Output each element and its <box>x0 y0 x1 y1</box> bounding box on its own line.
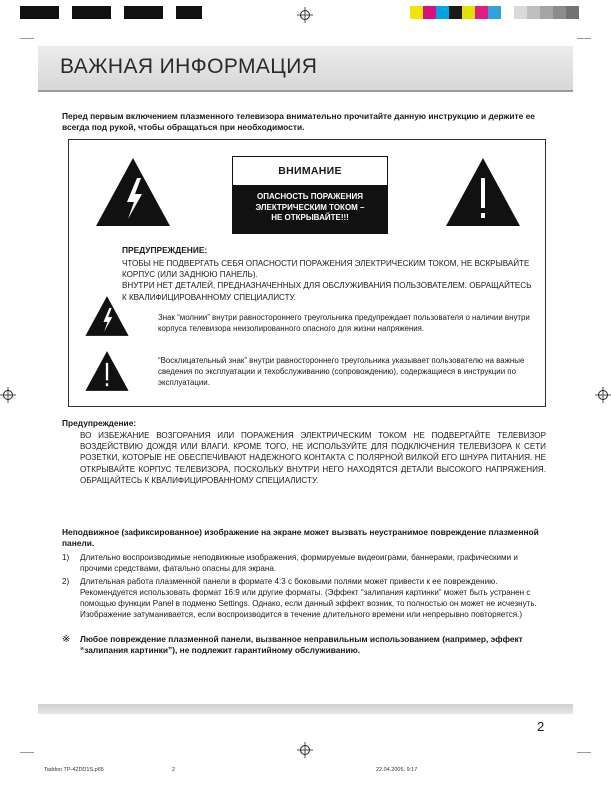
exclamation-symbol-text: “Восклицательный знак” внутри равностороннего треугольника указывает пользователю на важные сведения по эксплуатации и техобслуживанию (сопровождению), содержащиеся в инструкции по эксплуатации. <box>158 356 525 387</box>
crop-mark <box>20 38 34 39</box>
color-swatch <box>163 6 176 19</box>
color-swatch <box>566 6 579 19</box>
footer-bar <box>38 704 573 714</box>
registration-mark-icon <box>595 387 611 403</box>
color-swatch <box>124 6 137 19</box>
footer-page: 2 <box>172 767 176 773</box>
title-underline <box>38 90 573 92</box>
note-icon: ※ <box>62 634 71 645</box>
color-swatch <box>72 6 85 19</box>
color-swatch <box>436 6 449 19</box>
registration-mark-icon <box>297 7 313 23</box>
warning-box-line: ЭЛЕКТРИЧЕСКИМ ТОКОМ – <box>255 202 365 212</box>
color-swatch <box>527 6 540 19</box>
warning-box-line: НЕ ОТКРЫВАЙТЕ!!! <box>271 213 349 222</box>
color-bar-left <box>20 6 202 19</box>
color-swatch <box>553 6 566 19</box>
caution-paragraph: ВНУТРИ НЕТ ДЕТАЛЕЙ, ПРЕДНАЗНАЧЕННЫХ ДЛЯ ОБСЛУЖИВАНИЯ ПОЛЬЗОВАТЕЛЕМ. ОБРАЩАЙТЕСЬ К КВАЛИФИЦИРОВАННОМУ СПЕЦИАЛИСТУ. <box>122 281 532 302</box>
page-title: ВАЖНАЯ ИНФОРМАЦИЯ <box>60 55 318 78</box>
color-swatch <box>111 6 124 19</box>
warning-heading: Предупреждение: <box>62 418 137 428</box>
color-swatch <box>488 6 501 19</box>
registration-mark-icon <box>297 742 313 758</box>
crop-mark <box>577 752 591 753</box>
color-swatch <box>514 6 527 19</box>
footer-date: 22.04.2005, 9:17 <box>376 767 418 773</box>
warning-box-line: ОПАСНОСТЬ ПОРАЖЕНИЯ <box>257 192 363 201</box>
color-swatch <box>475 6 488 19</box>
warning-box <box>232 156 388 234</box>
caution-text <box>122 258 534 303</box>
color-swatch <box>540 6 553 19</box>
warranty-note: Любое повреждение плазменной панели, вызванное неправильным использованием (например, эффект “залипания картинки”), не подлежит гарантийному обслуживанию. <box>80 634 523 655</box>
exclamation-warning-icon <box>444 156 522 228</box>
color-bar-right <box>410 6 579 19</box>
color-swatch <box>59 6 72 19</box>
color-swatch <box>462 6 475 19</box>
list-item: Длительная работа плазменной панели в формате 4:3 с боковыми полями может привести к ее повреждению. Рекомендуется использовать формат 16:9 или другие форматы. (Эффект “залипания картинки” может быть устранен с помощью функции Panel в подменю Settings. Однако, если данный эффект возник, то полностью он может не исчезнуть. Изображение затуманивается, если воспроизводится в течение длительного времени или непрерывно повторяется.) <box>80 577 537 619</box>
color-swatch <box>410 6 423 19</box>
color-swatch <box>150 6 163 19</box>
color-swatch <box>176 6 189 19</box>
list-item-number: 1) <box>62 553 70 562</box>
color-swatch <box>423 6 436 19</box>
lightning-symbol-icon <box>84 295 130 337</box>
registration-mark-icon <box>0 387 16 403</box>
crop-mark <box>20 752 34 753</box>
list-item-number: 2) <box>62 577 70 586</box>
page-number: 2 <box>537 719 545 734</box>
caution-paragraph: ЧТОБЫ НЕ ПОДВЕРГАТЬ СЕБЯ ОПАСНОСТИ ПОРАЖЕНИЯ ЭЛЕКТРИЧЕСКИМ ТОКОМ, НЕ ВСКРЫВАЙТЕ КОРПУС (ИЛИ ЗАДНЮЮ ПАНЕЛЬ). <box>122 259 530 280</box>
color-swatch <box>98 6 111 19</box>
color-swatch <box>20 6 33 19</box>
exclamation-symbol-icon <box>84 350 130 392</box>
intro-text: Перед первым включением плазменного телевизора внимательно прочитайте данную инструкцию и держите ее всегда под рукой, чтобы обращаться при необходимости. <box>62 111 535 132</box>
warning-box-heading: ВНИМАНИЕ <box>278 165 342 177</box>
warning-text: ВО ИЗБЕЖАНИЕ ВОЗГОРАНИЯ ИЛИ ПОРАЖЕНИЯ ЭЛЕКТРИЧЕСКИМ ТОКОМ НЕ ПОДВЕРГАЙТЕ ТЕЛЕВИЗОР ВОЗДЕЙСТВИЮ ДОЖДЯ ИЛИ ВЛАГИ. КРОМЕ ТОГО, НЕ ИСПОЛЬЗУЙТЕ ДЛЯ ПОДКЛЮЧЕНИЯ ТЕЛЕВИЗОРА К СЕТИ РОЗЕТКИ, КОТОРЫЕ НЕ ОБЕСПЕЧИВАЮТ НАДЕЖНОГО КОНТАКТА С ПОЛЯРНОЙ ВИЛКОЙ ЕГО ШНУРА ПИТАНИЯ. НЕ ОТКРЫВАЙТЕ КОРПУС ТЕЛЕВИЗОРА, ПОСКОЛЬКУ ВНУТРИ НЕГО НАХОДЯТСЯ ДЕТАЛИ ВЫСОКОГО НАПРЯЖЕНИЯ. ОБРАЩАЙТЕСЬ К КВАЛИФИЦИРОВАННОМУ СПЕЦИАЛИСТУ. <box>80 431 546 485</box>
color-swatch <box>501 6 514 19</box>
crop-mark <box>577 38 591 39</box>
lightning-warning-icon <box>94 156 172 228</box>
color-swatch <box>33 6 46 19</box>
color-swatch <box>189 6 202 19</box>
color-swatch <box>137 6 150 19</box>
list-item: Длительно воспроизводимые неподвижные изображения, формируемые видеоиграми, баннерами, графическими и прочими средствами, фатально опасны для экрана. <box>80 553 518 573</box>
color-swatch <box>46 6 59 19</box>
still-image-heading: Неподвижное (зафиксированное) изображение на экране может вызвать неустранимое повреждение плазменной панели. <box>62 527 539 548</box>
color-swatch <box>449 6 462 19</box>
warning-box-body <box>233 185 387 233</box>
lightning-symbol-text: Знак “молнии” внутри равностороннего треугольника предупреждает пользователя о наличии внутри корпуса телевизора неизолированного опасного для жизни напряжения. <box>158 313 530 333</box>
caution-heading: ПРЕДУПРЕЖДЕНИЕ: <box>122 245 208 255</box>
footer-filename: Taddon TP-42DD1S.p65 <box>44 767 104 773</box>
color-swatch <box>85 6 98 19</box>
